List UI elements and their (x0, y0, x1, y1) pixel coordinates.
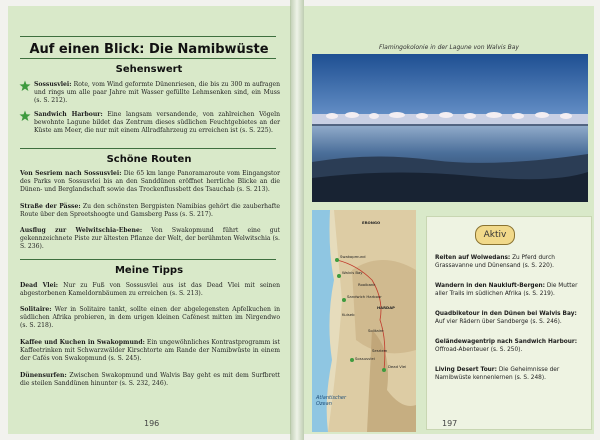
map-marker (337, 274, 341, 278)
section-heading-tipps: Meine Tipps (114, 265, 184, 276)
map-place-label: Sesriem (372, 348, 388, 353)
flamingo-lagoon-photo (312, 54, 588, 202)
activity-item: Geländewagentrip nach Sandwich Harbour: Offroad-Abenteuer (s. S. 250). (435, 339, 578, 353)
map-marker (342, 298, 346, 302)
section-heading-routen: Schöne Routen (106, 154, 192, 165)
map-place-label: Dead Vlei (388, 364, 407, 369)
section-rule (20, 148, 276, 149)
activity-item: Quadbiketour in den Dünen bei Walvis Bay: Auf vier Rädern über Sandberge (s. S. 246). (435, 311, 577, 325)
section-rule (20, 259, 276, 260)
route-item: Straße der Pässe: Zu den schönsten Bergpisten Namibias gehört die zauberhafte Route über den Spreetshoogte und Gamsberg Pass (s. S. 217). (20, 203, 281, 219)
map-marker (335, 258, 339, 262)
section-heading-sehenswert: Sehenswert (115, 64, 183, 75)
route-item: Von Sesriem nach Sossusvlei: Die 65 km lange Panoramaroute vom Eingangstor des Parks von Sossusvlei bis an den Sanddünen eröffnet herrliche Blicke an die Dünen- und Berglandschaft sowie das Trockenflussbett des Tsauchab (s. S. 213). (20, 170, 281, 194)
aktiv-badge: Aktiv (475, 225, 515, 245)
title-rule-top (20, 36, 276, 37)
title-rule-bottom (20, 58, 276, 59)
aktiv-box (426, 216, 592, 430)
tip-item: Solitaire: Wer in Solitaire tankt, sollte einen der abgelegensten Apfelkuchen in südlichen Afrika probieren, in dem urigen kleinen Cafénest mitten im Nirgendwo (s. S. 218). (20, 306, 280, 330)
map-place-label: Sossusvlei (355, 356, 375, 361)
highlight-item: Sossusvlei: Rote, vom Wind geformte Dünenriesen, die bis zu 300 m aufragen und rings um alle paar Jahre mit Wasser gefüllte Lehmsenken sind, ein Muss (s. S. 212). (34, 81, 281, 105)
map-place-label: Walvis Bay (342, 270, 363, 275)
map-place-label: Kuiseb (342, 312, 355, 317)
map-place-label: Sandwich Harbour (347, 294, 382, 299)
left-page (8, 6, 291, 434)
map-region-label: HARDAP (377, 305, 395, 310)
map-marker (350, 358, 354, 362)
tip-item: Dead Vlei: Nur zu Fuß von Sossusvlei aus ist das Dead Vlei mit seinen abgestorbenen Kameldornbäumen zu erreichen (s. S. 213). (20, 282, 280, 298)
page-number: 197 (442, 419, 458, 428)
activity-item: Reiten auf Wolwedans: Zu Pferd durch Grassavanne und Dünensand (s. S. 220). (435, 255, 555, 269)
route-item: Ausflug zur Welwitschia-Ebene: Von Swakopmund führt eine gut gekennzeichnete Piste zur ältesten Pflanze der Welt, der berühmten Welwitschia (s. S. 236). (20, 227, 281, 251)
region-map (312, 210, 416, 432)
book-gutter (290, 0, 304, 440)
tip-item: Kaffee und Kuchen in Swakopmund: Ein ungewöhnliches Kontrastprogramm ist Kaffeetrinken mit Schwarzwälder Kirschtorte am Rande der Namibwüste in einem der Cafés von Swakopmund (s. S. 245). (20, 339, 280, 363)
page-title: Auf einen Blick: Die Namibwüste (29, 42, 269, 57)
map-marker (382, 368, 386, 372)
map-ocean-label: Atlantischer Ozean (316, 395, 347, 407)
star-icon (19, 110, 31, 122)
right-page (304, 6, 594, 434)
star-icon (19, 80, 31, 92)
activity-item: Living Desert Tour: Die Geheimnisse der Namibwüste kennenlernen (s. S. 248). (435, 367, 560, 381)
map-place-label: Solitaire (368, 328, 384, 333)
highlight-item: Sandwich Harbour: Eine langsam versandende, von zahlreichen Vögeln bewohnte Lagune bildet das Zentrum dieses südlichen Feuchtgebietes an der Küste am Meer, die nur mit einem Allradfahrzeug zu erreichen ist (s. S. 225). (34, 111, 281, 135)
map-place-label: Rooibank (358, 282, 376, 287)
page-number: 196 (144, 419, 160, 428)
activity-item: Wandern in den Naukluft-Bergen: Die Mutter aller Trails im südlichen Afrika (s. S. 219). (435, 283, 578, 297)
map-place-label: Swakopmund (340, 254, 366, 259)
map-region-label: ERONGO (362, 220, 381, 225)
tip-item: Dünensurfen: Zwischen Swakopmund und Walvis Bay geht es mit dem Surfbrett die steilen Sanddünen hinunter (s. S. 232, 246). (20, 372, 280, 388)
photo-caption: Flamingokolonie in der Lagune von Walvis Bay (379, 44, 519, 51)
